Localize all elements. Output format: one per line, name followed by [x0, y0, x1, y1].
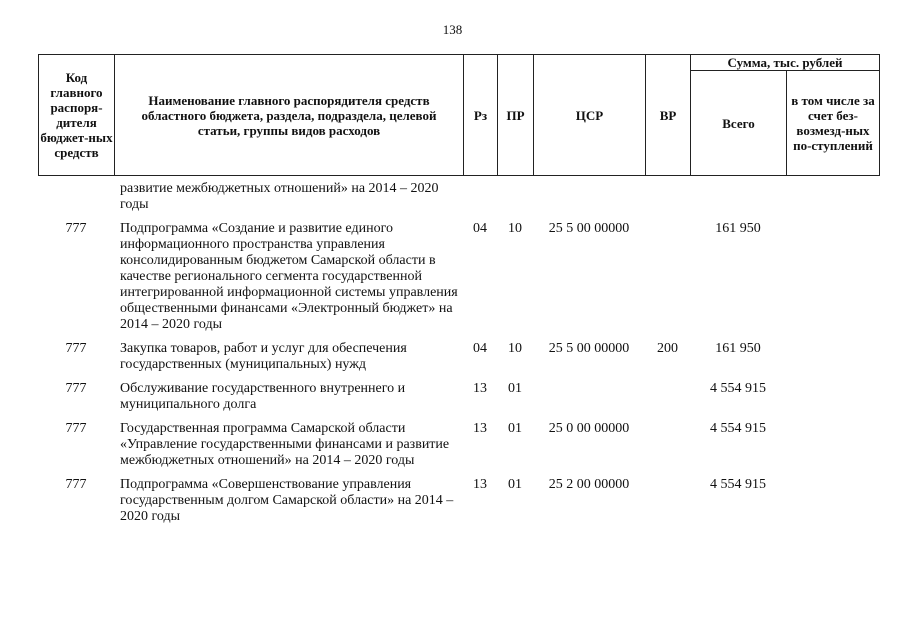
header-name: Наименование главного распорядителя средств областного бюджета, раздела, подраздела, целевой статьи, группы видов расходов [115, 55, 464, 176]
row-pr: 10 [508, 221, 522, 236]
table-row [38, 333, 879, 373]
row-name: Государственная программа Самарской области «Управление государственными финансами и развитие межбюджетных отношений» на 2014 – 2020 годы [120, 421, 450, 468]
table-row [38, 413, 879, 469]
row-incl [786, 333, 879, 373]
row-csr [533, 181, 645, 213]
header-incl: в том числе за счет без-возмезд-ных по-ступлений [787, 71, 880, 176]
row-total: 4 554 915 [710, 421, 766, 436]
row-incl [786, 213, 879, 333]
row-csr: 25 5 00 00000 [548, 341, 630, 356]
table-row [38, 373, 879, 413]
row-total: 161 950 [715, 341, 761, 356]
row-vr [645, 413, 690, 469]
row-csr: 25 5 00 00000 [548, 221, 630, 236]
header-vr: ВР [646, 55, 691, 176]
page-number: 138 [442, 22, 463, 37]
row-total [690, 181, 786, 213]
row-rz [463, 181, 497, 213]
header-pr: ПР [498, 55, 534, 176]
row-code: 777 [65, 341, 87, 356]
row-incl [786, 373, 879, 413]
table-header [38, 54, 880, 176]
row-code: 777 [65, 421, 87, 436]
table-body [38, 181, 879, 525]
row-vr [645, 181, 690, 213]
header-code: Код главного распоря-дителя бюджет-ных средств [39, 55, 115, 176]
row-vr: 200 [657, 341, 678, 356]
row-rz: 13 [473, 477, 487, 492]
row-name: Подпрограмма «Совершенствование управления государственным долгом Самарской области» на 2014 – 2020 годы [120, 477, 454, 524]
row-rz: 13 [473, 421, 487, 436]
row-vr [645, 373, 690, 413]
row-name: Закупка товаров, работ и услуг для обеспечения государственных (муниципальных) нужд [120, 341, 407, 372]
row-vr [645, 213, 690, 333]
row-code [38, 181, 114, 213]
header-sum: Сумма, тыс. рублей [691, 55, 880, 71]
row-rz: 04 [473, 221, 487, 236]
row-pr: 01 [508, 381, 522, 396]
row-name: Подпрограмма «Создание и развитие единого информационного пространства управления консолидированным бюджетом Самарской области в качестве регионального сегмента государственной интегрированной информационной системы управления общественными финансами «Электронный бюджет» на 2014 – 2020 годы [120, 221, 458, 332]
row-name: Обслуживание государственного внутреннего и муниципального долга [120, 381, 406, 412]
row-code: 777 [65, 221, 87, 236]
header-csr: ЦСР [534, 55, 646, 176]
table-row [38, 213, 879, 333]
row-total: 4 554 915 [710, 381, 766, 396]
row-code: 777 [65, 477, 87, 492]
row-incl [786, 181, 879, 213]
row-csr: 25 0 00 00000 [548, 421, 630, 436]
row-csr: 25 2 00 00000 [548, 477, 630, 492]
row-pr: 01 [508, 421, 522, 436]
row-pr [497, 181, 533, 213]
row-rz: 04 [473, 341, 487, 356]
row-incl [786, 469, 879, 525]
row-incl [786, 413, 879, 469]
row-name: развитие межбюджетных отношений» на 2014 – 2020 годы [120, 181, 439, 212]
row-pr: 01 [508, 477, 522, 492]
row-total: 161 950 [715, 221, 761, 236]
row-rz: 13 [473, 381, 487, 396]
header-rz: Рз [464, 55, 498, 176]
row-vr [645, 469, 690, 525]
row-pr: 10 [508, 341, 522, 356]
row-csr [533, 373, 645, 413]
row-code: 777 [65, 381, 87, 396]
row-total: 4 554 915 [710, 477, 766, 492]
table-row [38, 469, 879, 525]
table-row [38, 181, 879, 213]
header-total: Всего [691, 71, 787, 176]
